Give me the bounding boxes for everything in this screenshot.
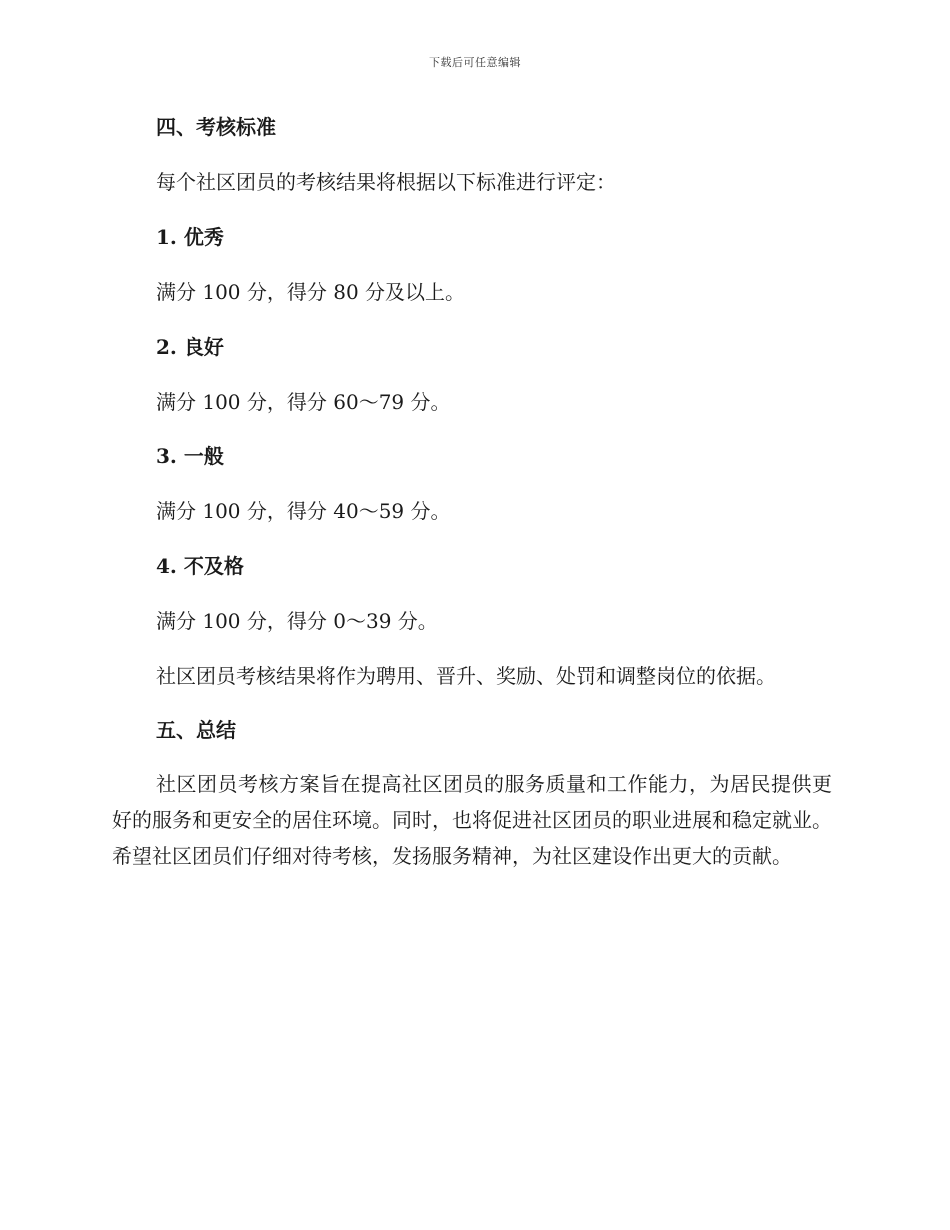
- section-4-title: 四、考核标准: [156, 115, 276, 139]
- level-average-desc: 满分 100 分，得分 40～59 分。: [156, 499, 451, 523]
- page-header: 下载后可任意编辑: [429, 56, 521, 69]
- level-fail-title: 4. 不及格: [156, 554, 244, 578]
- section-4-note: 社区团员考核结果将作为聘用、晋升、奖励、处罚和调整岗位的依据。: [156, 664, 776, 688]
- section-5-body: 社区团员考核方案旨在提高社区团员的服务质量和工作能力，为居民提供更好的服务和更安全的居住环境。同时，也将促进社区团员的职业进展和稳定就业。希望社区团员们仔细对待考核，发扬服务精神，为社区建设作出更大的贡献。: [112, 772, 832, 868]
- level-excellent-desc: 满分 100 分，得分 80 分及以上。: [156, 280, 466, 304]
- section-4-intro: 每个社区团员的考核结果将根据以下标准进行评定：: [156, 170, 616, 194]
- level-good-title: 2. 良好: [156, 335, 224, 359]
- level-good-desc: 满分 100 分，得分 60～79 分。: [156, 390, 451, 414]
- section-5-title: 五、总结: [156, 718, 236, 742]
- level-average-title: 3. 一般: [156, 444, 224, 468]
- level-excellent-title: 1. 优秀: [156, 225, 224, 249]
- level-fail-desc: 满分 100 分，得分 0～39 分。: [156, 609, 438, 633]
